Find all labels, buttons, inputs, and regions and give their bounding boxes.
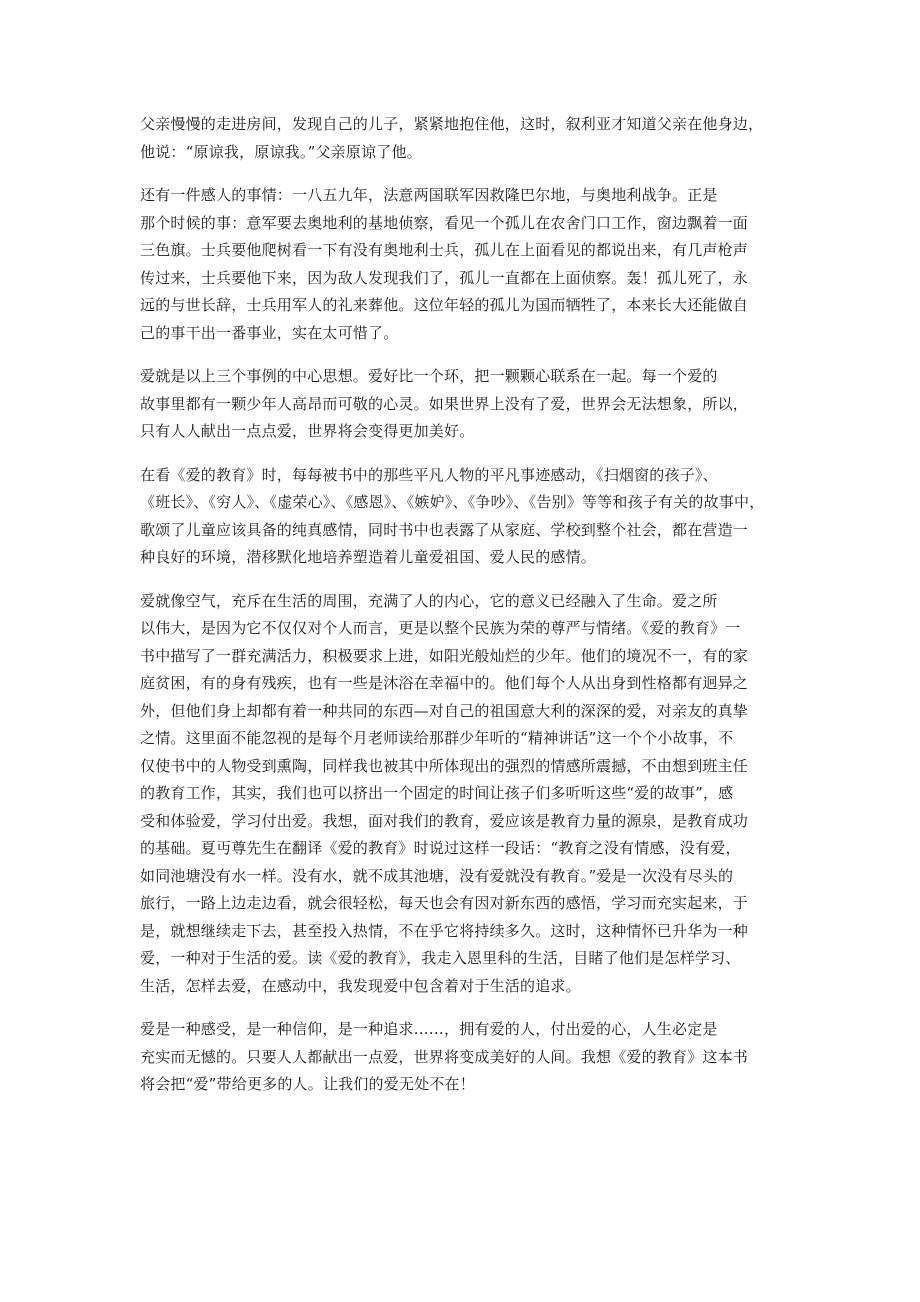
paragraph-central-idea: [140, 363, 800, 446]
text-line: 的基础。夏丏尊先生在翻译《爱的教育》时说过这样一段话：“教育之没有情感，没有爱，: [140, 839, 741, 857]
paragraph-love-like-air: [140, 588, 800, 1001]
text-line: 以伟大，是因为它不仅仅对个人而言，更是以整个民族为荣的尊严与情绪。《爱的教育》一: [140, 619, 741, 637]
text-line: 之情。这里面不能忽视的是每个月老师读给那群少年听的“精神讲话”这一个个小故事，不: [140, 729, 734, 747]
text-line: 己的事干出一番事业，实在太可惜了。: [140, 323, 399, 342]
text-line: 将会把“爱”带给更多的人。让我们的爱无处不在！: [140, 1075, 475, 1093]
text-line: 庭贫困，有的身有残疾，也有一些是沐浴在幸福中的。他们每个人从出身到性格都有迥异之: [140, 674, 749, 692]
text-line: 只有人人献出一点点爱，世界将会变得更加美好。: [140, 422, 475, 440]
text-line: 传过来，士兵要他下来，因为敌人发现我们了，孤儿一直都在上面侦察。轰！孤儿死了，永: [140, 268, 749, 287]
text-line: 远的与世长辞，士兵用军人的礼来葬他。这位年轻的孤儿为国而牺牲了，本来长大还能做自: [140, 296, 749, 314]
text-line: 他说：“原谅我，原谅我。”父亲原谅了他。: [140, 142, 422, 161]
text-line: 旅行，一路上边走边看，就会很轻松，每天也会有因对新东西的感悟，学习而充实起来，于: [140, 894, 749, 912]
text-line: 书中描写了一群充满活力，积极要求上进，如阳光般灿烂的少年。他们的境况不一，有的家: [140, 646, 749, 665]
document-page: [140, 111, 800, 1115]
text-line: 父亲慢慢的走进房间，发现自己的儿子，紧紧地抱住他，这时，叙利亚才知道父亲在他身边，: [140, 115, 764, 133]
text-line: 外，但他们身上却都有着一种共同的东西—对自己的祖国意大利的深深的爱，对亲友的真挚: [140, 701, 749, 720]
text-line: 爱，一种对于生活的爱。读《爱的教育》，我走入恩里科的生活，目睹了他们是怎样学习、: [140, 949, 741, 967]
paragraph-orphan-story: [140, 182, 800, 347]
text-line: 歌颂了儿童应该具备的纯真感情，同时书中也表露了从家庭、学校到整个社会，都在营造一: [140, 520, 749, 539]
text-line: 充实而无憾的。只要人人都献出一点爱，世界将变成美好的人间。我想《爱的教育》这本书: [140, 1047, 749, 1066]
text-line: 三色旗。士兵要他爬树看一下有没有奥地利士兵，孤儿在上面看见的都说出来，有几声枪声: [140, 241, 749, 259]
text-line: 爱就是以上三个事例的中心思想。爱好比一个环，把一颗颗心联系在一起。每一个爱的: [140, 367, 718, 385]
text-line: 仅使书中的人物受到熏陶，同样我也被其中所体现出的强烈的情感所震撼，不由想到班主任: [140, 756, 749, 775]
text-line: 在看《爱的教育》时，每每被书中的那些平凡人物的平凡事迹感动，《扫烟窗的孩子》、: [140, 465, 718, 484]
paragraph-conclusion: [140, 1016, 800, 1099]
paragraph-stories-list: [140, 462, 800, 572]
text-line: 《班长》、《穷人》、《虚荣心》、《感恩》、《嫉妒》、《争吵》、《告别》等等和孩子有关的故事中，: [140, 493, 765, 511]
text-line: 故事里都有一颗少年人高昂而可敬的心灵。如果世界上没有了爱，世界会无法想象，所以，: [140, 394, 749, 413]
text-line: 受和体验爱，学习付出爱。我想，面对我们的教育，爱应该是教育力量的源泉，是教育成功: [140, 811, 749, 830]
text-line: 还有一件感人的事情：一八五九年，法意两国联军因救隆巴尔地，与奥地利战争。正是: [140, 186, 718, 204]
paragraph-father-forgives: [140, 111, 800, 166]
text-line: 的教育工作，其实，我们也可以挤出一个固定的时间让孩子们多听听这些“爱的故事”，感: [140, 784, 734, 802]
text-line: 是，就想继续走下去，甚至投入热情，不在乎它将持续多久。这时，这种情怀已升华为一种: [140, 921, 749, 940]
text-line: 生活，怎样去爱，在感动中，我发现爱中包含着对于生活的追求。: [140, 976, 581, 995]
text-line: 如同池塘没有水一样。没有水，就不成其池塘，没有爱就没有教育。”爱是一次没有尽头的: [140, 866, 734, 885]
text-line: 爱就像空气，充斥在生活的周围，充满了人的内心，它的意义已经融入了生命。爱之所: [140, 591, 718, 610]
text-line: 那个时候的事：意军要去奥地利的基地侦察，看见一个孤儿在农舍门口工作，窗边飘着一面: [140, 213, 749, 232]
text-line: 种良好的环境，潜移默化地培养塑造着儿童爱祖国、爱人民的感情。: [140, 548, 597, 566]
text-line: 爱是一种感受，是一种信仰，是一种追求……，拥有爱的人，付出爱的心，人生必定是: [140, 1020, 718, 1038]
